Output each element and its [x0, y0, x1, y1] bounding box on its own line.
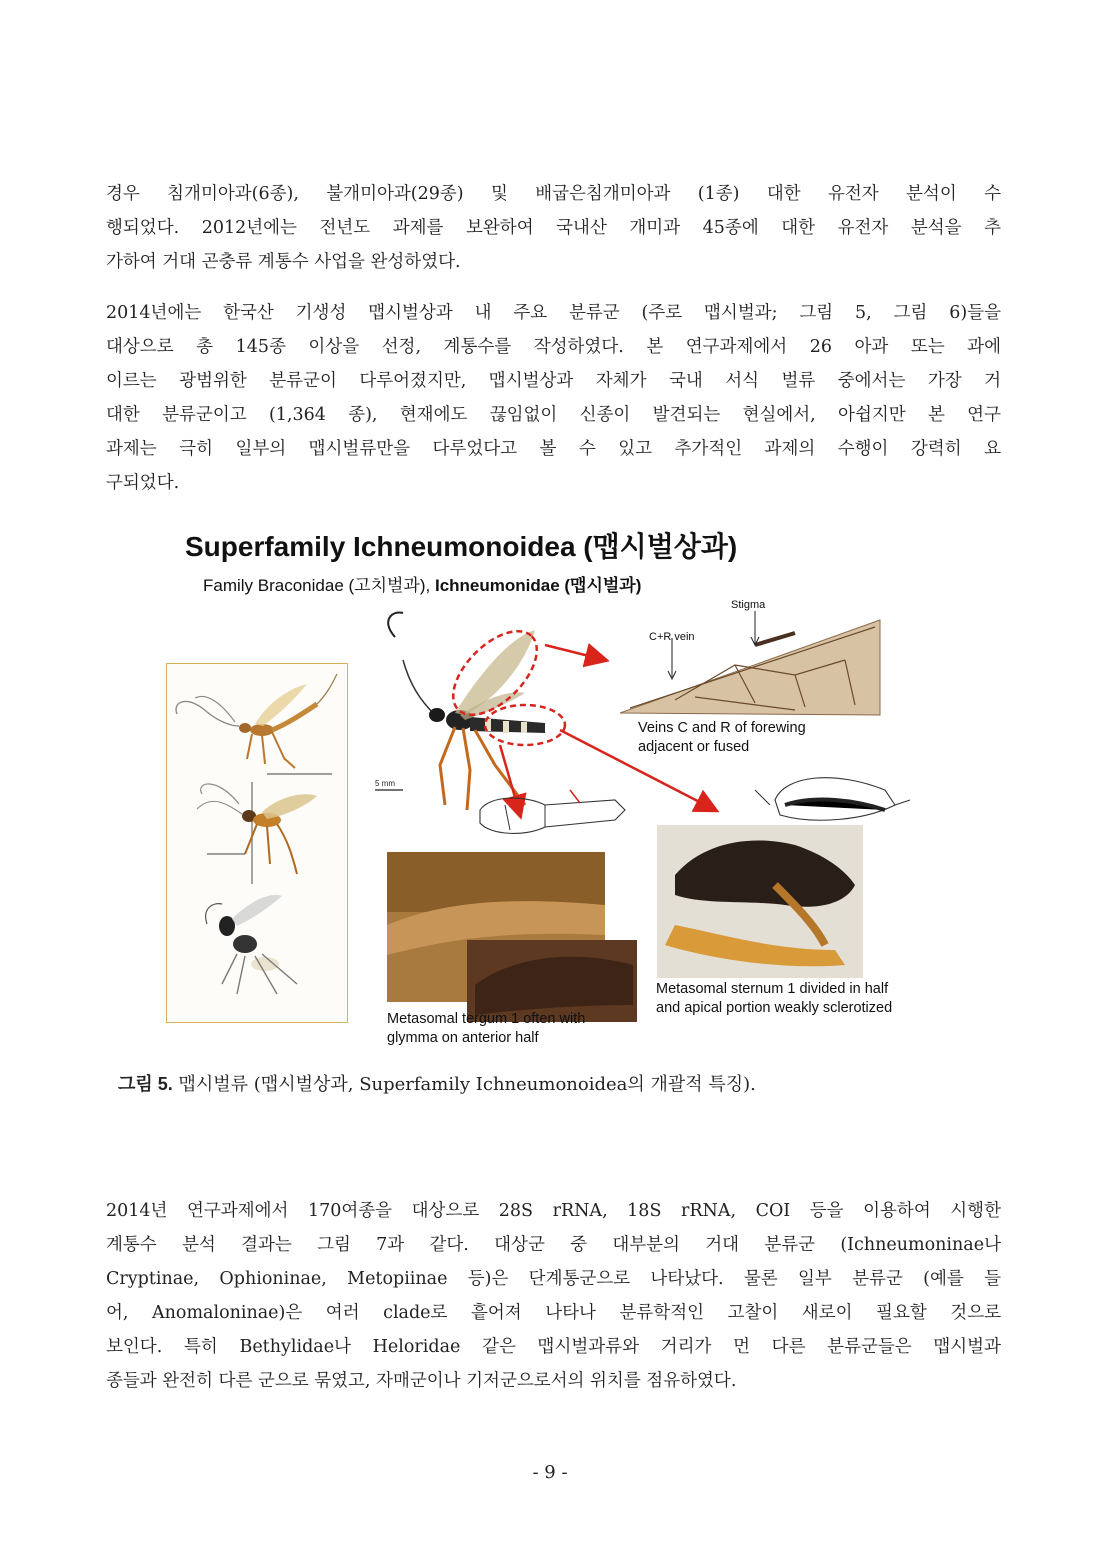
tergum-caption-line-1: Metasomal tergum 1 often with: [387, 1011, 586, 1027]
text-line: 대한 분류군이고 (1,364 종), 현재에도 끊임없이 신종이 발견되는 현실에서, 아쉽지만 본 연구: [106, 405, 1001, 425]
scale-bar-label: 5 mm: [375, 779, 395, 788]
text-line: Cryptinae, Ophioninae, Metopiinae 등)은 단계통군으로 나타났다. 물론 일부 분류군 (예를 들: [106, 1269, 1001, 1289]
specimen-1-image: [176, 674, 337, 774]
wing-caption: [638, 719, 806, 757]
text-line: 구되었다.: [106, 473, 180, 493]
figure-subtitle-families: Family Braconidae (고치벌과),: [203, 576, 435, 595]
specimen-photos: [167, 664, 347, 1022]
text-line: 행되었다. 2012년에는 전년도 과제를 보완하여 국내산 개미과 45종에 대한 유전자 분석을 추: [106, 218, 1001, 238]
text-line: 대상으로 총 145종 이상을 선정, 계통수를 작성하였다. 본 연구과제에서 26 아과 또는 과에: [106, 337, 1001, 357]
text-line: 가하여 거대 곤충류 계통수 사업을 완성하였다.: [106, 252, 461, 272]
body-paragraph-2: [106, 296, 1001, 500]
figure-caption-label: 그림 5.: [118, 1074, 173, 1094]
figure-caption: [118, 1070, 756, 1096]
text-line: 이르는 광범위한 분류군이 다루어졌지만, 맵시벌상과 자체가 국내 서식 벌류 중에서는 가장 거: [106, 371, 1001, 391]
text-line: 어, Anomaloninae)은 여러 clade로 흩어져 나타나 분류학적인 고찰이 새로이 필요할 것으로: [106, 1303, 1001, 1323]
antenna-curve: [388, 612, 403, 637]
specimen-panel: [166, 663, 348, 1023]
cr-vein-label: C+R vein: [649, 631, 695, 643]
tergum-line-drawing: [480, 790, 625, 833]
figure-subtitle: [203, 571, 641, 596]
sternum-caption-line-1: Metasomal sternum 1 divided in half: [656, 981, 889, 997]
sternum-line-drawing: [755, 778, 910, 821]
arrow-to-tergum: [500, 745, 520, 815]
specimen-3-image: [206, 895, 297, 994]
wing-caption-line-1: Veins C and R of forewing: [638, 720, 806, 736]
figure-title: Superfamily Ichneumonoidea (맵시벌상과): [185, 531, 738, 562]
text-line: 2014년 연구과제에서 170여종을 대상으로 28S rRNA, 18S rRNA, COI 등을 이용하여 시행한: [106, 1201, 1001, 1221]
tergum-photo: [387, 852, 637, 1022]
stigma-label: Stigma: [731, 599, 766, 611]
body-paragraph-3: [106, 1194, 1001, 1398]
page-number: - 9 -: [532, 1462, 568, 1483]
tergum-caption: [387, 1010, 585, 1048]
arrow-to-wing: [545, 645, 605, 660]
text-line: 2014년에는 한국산 기생성 맵시벌상과 내 주요 분류군 (주로 맵시벌과; 그림 5, 그림 6)들을: [106, 303, 1001, 323]
text-line: 종들과 완전히 다른 군으로 묶였고, 자매군이나 기저군으로서의 위치를 점유하였다.: [106, 1371, 737, 1391]
sternum-caption-line-2: and apical portion weakly sclerotized: [656, 1000, 893, 1016]
wing-caption-line-2: adjacent or fused: [638, 739, 750, 755]
sternum-photo: [657, 825, 863, 978]
figure-ichneumonoidea: [160, 525, 940, 1050]
tergum-caption-line-2: glymma on anterior half: [387, 1030, 539, 1046]
specimen-2-image: [197, 782, 317, 884]
figure-subtitle-ichneumonidae: Ichneumonidae (맵시벌과): [434, 576, 642, 595]
ichneumonid-wasp-image: [375, 630, 545, 810]
text-line: 경우 침개미아과(6종), 불개미아과(29종) 및 배굽은침개미아과 (1종) 대한 유전자 분석이 수: [106, 184, 1001, 204]
figure-caption-text: 맵시벌류 (맵시벌상과, Superfamily Ichneumonoidea의 개괄적 특징).: [172, 1074, 756, 1095]
text-line: 과제는 극히 일부의 맵시벌류만을 다루었다고 볼 수 있고 추가적인 과제의 수행이 강력히 요: [106, 439, 1001, 459]
text-line: 계통수 분석 결과는 그림 7과 같다. 대상군 중 대부분의 거대 분류군 (Ichneumoninae나: [106, 1235, 1001, 1255]
text-line: 보인다. 특히 Bethylidae나 Heloridae 같은 맵시벌과류와 거리가 먼 다른 분류군들은 맵시벌과: [106, 1337, 1001, 1357]
sternum-caption: [656, 980, 892, 1018]
body-paragraph-1: [106, 177, 1001, 279]
